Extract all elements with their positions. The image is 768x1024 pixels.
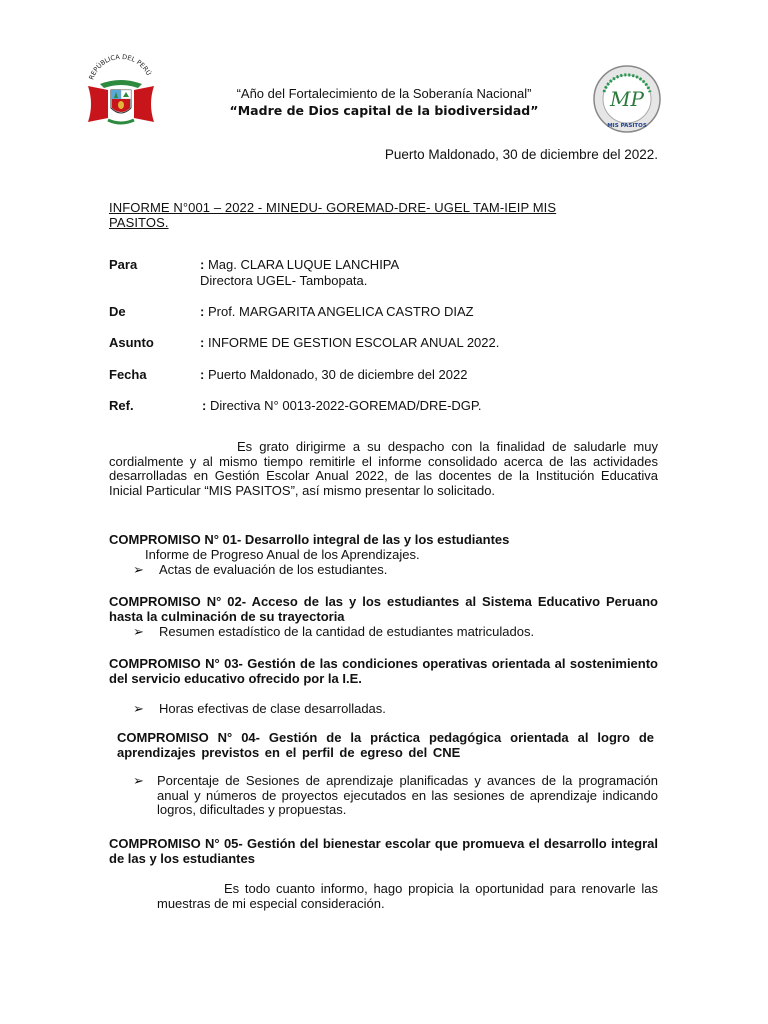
compromiso-05-title: COMPROMISO N° 05- Gestión del bienestar escolar que promueva el desarrollo integral de las y los estudiantes [109,836,658,866]
asunto-value: : INFORME DE GESTION ESCOLAR ANUAL 2022. [200,335,500,350]
arrow-bullet-icon: ➢ [133,624,144,639]
compromiso-04-arrow [133,774,159,789]
intro-paragraph: Es grato dirigirme a su despacho con la finalidad de saludarle muy cordialmente y al mismo tiempo remitirle el informe consolidado acerca de las actividades desarrolladas en Gestión Escolar Anual 2022, de las docentes de la Institución Educativa Inicial Particular “MIS PASITOS”, así mismo presentar lo solicitado. [109,439,658,498]
compromiso-02-item: ➢ Resumen estadístico de la cantidad de estudiantes matriculados. [133,624,535,639]
institution-seal-icon [592,64,662,134]
fecha-label: Fecha [109,367,147,382]
seal-right-monogram: MP [610,87,644,111]
arrow-bullet-icon: ➢ [133,773,144,788]
report-title [109,200,629,230]
closing-paragraph: Es todo cuanto informo, hago propicia la oportunidad para renovarle las muestras de mi especial consideración. [157,881,658,911]
seal-left-text: REPÚBLICA DEL PERÚ [87,52,153,81]
seal-right-text: MIS PASITOS [607,123,647,129]
compromiso-01-subtitle: Informe de Progreso Anual de los Aprendizajes. [145,547,420,562]
compromiso-04-title: COMPROMISO N° 04- Gestión de la práctica pedagógica orientada al logro de aprendizajes previstos en el perfil de egreso del CNE [117,730,654,760]
ref-value: : Directiva N° 0013-2022-GOREMAD/DRE-DGP. [202,398,482,413]
compromiso-02-title: COMPROMISO N° 02- Acceso de las y los estudiantes al Sistema Educativo Peruano hasta la culminación de su trayectoria [109,594,658,624]
ref-label: Ref. [109,398,134,413]
dateline: Puerto Maldonado, 30 de diciembre del 2022. [384,147,658,162]
para-value-2: Directora UGEL- Tambopata. [200,273,368,288]
report-title-line2: PASITOS. [109,215,169,230]
de-value: : Prof. MARGARITA ANGELICA CASTRO DIAZ [200,304,474,319]
para-value: : Mag. CLARA LUQUE LANCHIPA [200,257,400,272]
de-label: De [109,304,126,319]
fecha-value: : Puerto Maldonado, 30 de diciembre del 2022 [200,367,468,382]
compromiso-01-item: ➢ Actas de evaluación de los estudiantes. [133,562,388,577]
asunto-label: Asunto [109,335,154,350]
peru-coat-of-arms-icon [78,50,164,130]
compromiso-04-item: Porcentaje de Sesiones de aprendizaje planificadas y avances de la programación anual y números de proyectos ejecutados en las sesiones de aprendizaje indicando logros, dificultades y propuestas. [157,773,658,818]
compromiso-03-title: COMPROMISO N° 03- Gestión de las condiciones operativas orientada al sostenimiento del servicio educativo ofrecido por la I.E. [109,656,658,686]
report-title-line1: INFORME N°001 – 2022 - MINEDU- GOREMAD-DRE- UGEL TAM-IEIP MIS [109,200,557,215]
region-motto: “Madre de Dios capital de la biodiversidad” [229,103,539,118]
compromiso-01-title: COMPROMISO N° 01- Desarrollo integral de las y los estudiantes [109,532,510,547]
year-motto: “Año del Fortalecimiento de la Soberanía Nacional” [236,86,532,101]
arrow-bullet-icon: ➢ [133,562,144,577]
arrow-bullet-icon: ➢ [133,701,144,716]
para-label: Para [109,257,138,272]
compromiso-03-item: ➢ Horas efectivas de clase desarrolladas. [133,701,386,716]
